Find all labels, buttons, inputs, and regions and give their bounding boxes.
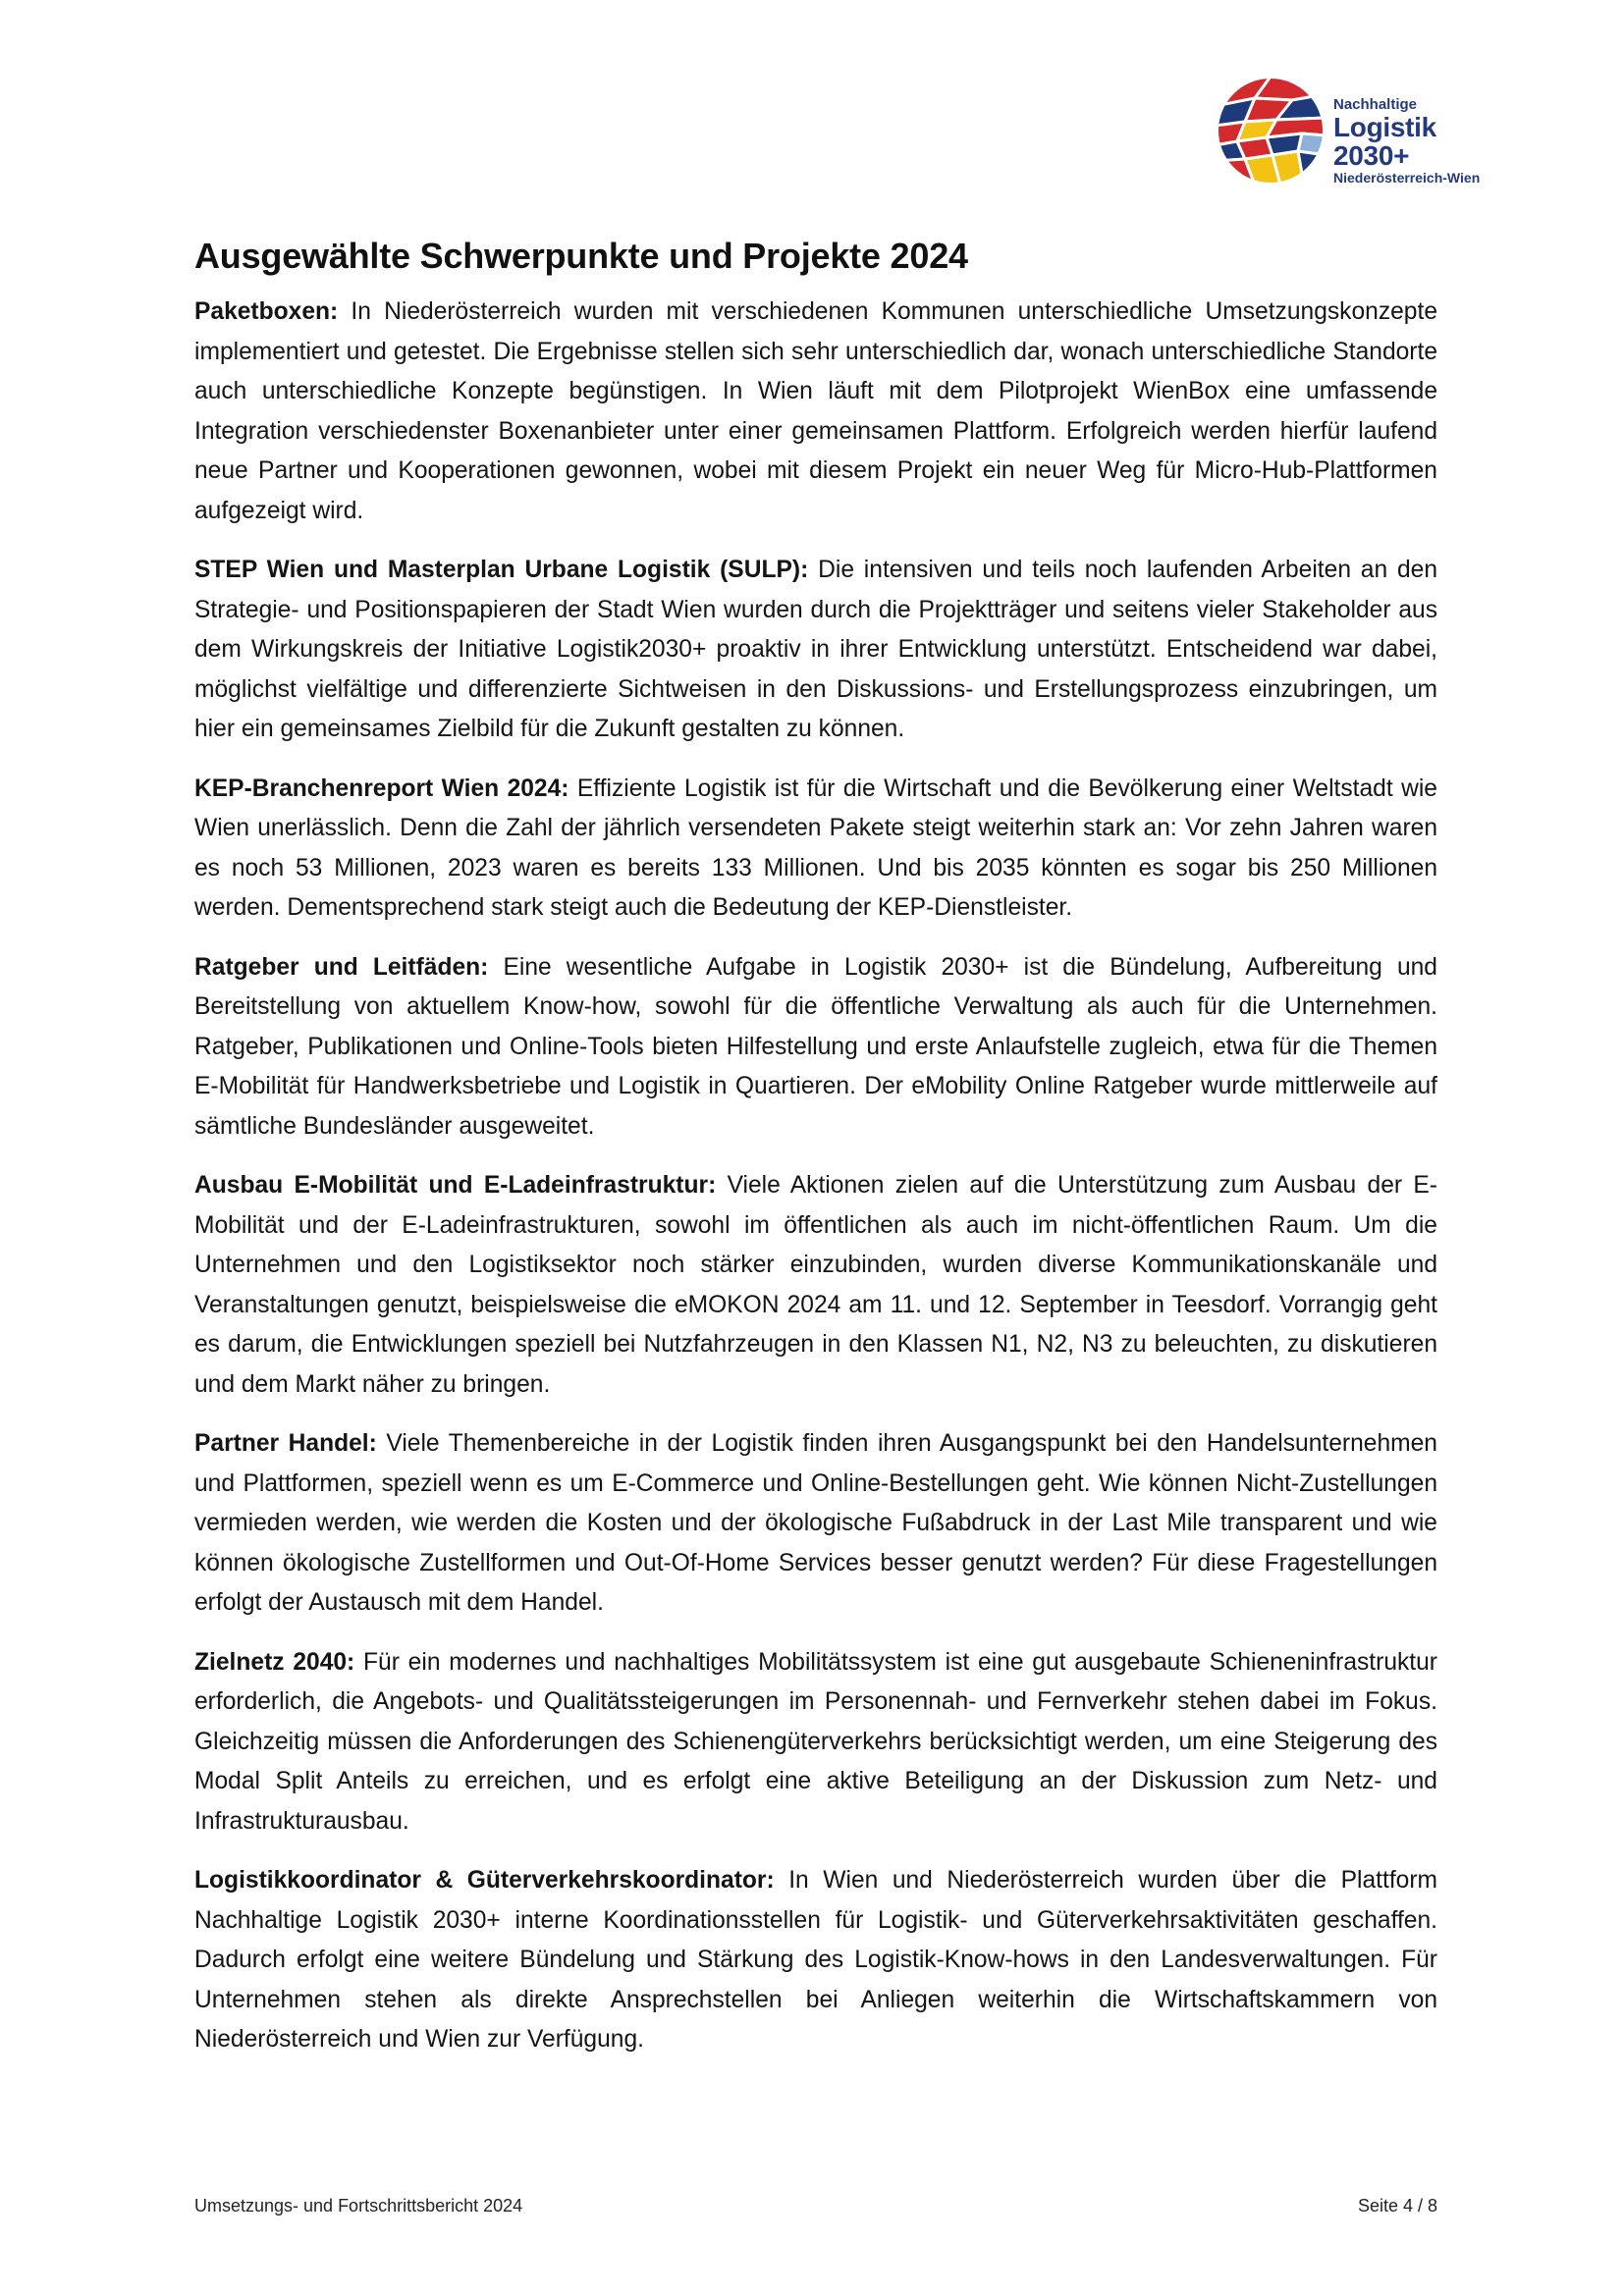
paragraph-heading: KEP-Branchenreport Wien 2024: <box>194 774 569 802</box>
paragraph-text: In Niederösterreich wurden mit verschiedenen Kommunen unterschiedliche Umsetzungskonzepte implementiert und getestet. Die Ergebnisse stellen sich sehr unterschiedlich dar, wonach unterschiedliche Standorte auch unterschiedliche Konzepte begünstigen. In Wien läuft mit dem Pilotprojekt WienBox eine umfassende Integration verschiedenster Boxenanbieter unter einer gemeinsamen Plattform. Erfolgreich werden hierfür laufend neue Partner und Kooperationen gewonnen, wobei mit diesem Projekt ein neuer Weg für Micro-Hub-Plattformen aufgezeigt wird. <box>194 298 1437 524</box>
paragraph-zielnetz <box>194 1643 1437 1842</box>
paragraph-text: Effiziente Logistik ist für die Wirtschaft und die Bevölkerung einer Weltstadt wie Wien unerlässlich. Denn die Zahl der jährlich versendeten Pakete steigt weiterhin stark an: Vor zehn Jahren waren es noch 53 Millionen, 2023 waren es bereits 133 Millionen. Und bis 2035 könnten es sogar bis 250 Millionen werden. Dementsprechend stark steigt auch die Bedeutung der KEP-Dienstleister. <box>194 774 1437 921</box>
paragraph-heading: Ratgeber und Leitfäden: <box>194 953 489 981</box>
logo-line-3: Niederösterreich-Wien <box>1333 169 1481 186</box>
paragraph-heading: Partner Handel: <box>194 1430 377 1457</box>
paragraph-text: Für ein modernes und nachhaltiges Mobilitätssystem ist eine gut ausgebaute Schieneninfrastruktur erforderlich, die Angebots- und Qualitätssteigerungen im Personennah- und Fernverkehr stehen dabei im Fokus. Gleichzeitig müssen die Anforderungen des Schienengüterverkehrs berücksichtigt werden, um eine Steigerung des Modal Split Anteils zu erreichen, und es erfolgt eine aktive Beteiligung an der Diskussion zum Netz- und Infrastrukturausbau. <box>194 1648 1437 1835</box>
paragraph-heading: Paketboxen: <box>194 298 339 325</box>
paragraph-partner-handel <box>194 1424 1437 1624</box>
paragraph-heading: Zielnetz 2040: <box>194 1648 355 1676</box>
logo-mosaic-icon <box>1216 77 1326 185</box>
paragraph-kep-branchenreport <box>194 770 1437 929</box>
logo-text <box>1333 97 1510 185</box>
logo <box>1216 77 1510 185</box>
logo-line-2: Logistik 2030+ <box>1333 111 1436 172</box>
paragraph-text: In Wien und Niederösterreich wurden über die Plattform Nachhaltige Logistik 2030+ interne Koordinationsstellen für Logistik- und Güterverkehrsaktivitäten geschaffen. Dadurch erfolgt eine weitere Bündelung und Stärkung des Logistik-Know-hows in den Landesverwaltungen. Für Unternehmen stehen als direkte Ansprechstellen bei Anliegen weiterhin die Wirtschaftskammern von Niederösterreich und Wien zur Verfügung. <box>194 1867 1438 2053</box>
paragraph-logistikkoordinator <box>194 1861 1437 2060</box>
paragraph-heading: Ausbau E-Mobilität und E-Ladeinfrastruktur: <box>194 1172 717 1199</box>
paragraph-step-wien <box>194 551 1437 750</box>
page-title: Ausgewählte Schwerpunkte und Projekte 2024 <box>194 236 968 276</box>
footer-page-number: Seite 4 / 8 <box>1357 2196 1437 2216</box>
paragraph-text: Die intensiven und teils noch laufenden Arbeiten an den Strategie- und Positionspapieren der Stadt Wien wurden durch die Projektträger und seitens vieler Stakeholder aus dem Wirkungskreis der Initiative Logistik2030+ proaktiv in ihrer Entwicklung unterstützt. Entscheidend war dabei, möglichst vielfältige und differenzierte Sichtweisen in den Diskussions- und Erstellungsprozess einzubringen, um hier ein gemeinsames Zielbild für die Zukunft gestalten zu können. <box>194 557 1438 742</box>
paragraph-text: Viele Themenbereiche in der Logistik finden ihren Ausgangspunkt bei den Handelsunternehmen und Plattformen, speziell wenn es um E-Commerce und Online-Bestellungen geht. Wie können Nicht-Zustellungen vermieden werden, wie werden die Kosten und der ökologische Fußabdruck in der Last Mile transparent und wie können ökologische Zustellformen und Out-Of-Home Services besser genutzt werden? Für diese Fragestellungen erfolgt der Austausch mit dem Handel. <box>194 1430 1437 1616</box>
paragraph-ratgeber <box>194 948 1437 1148</box>
logo-line-1: Nachhaltige <box>1333 96 1418 113</box>
paragraph-text: Eine wesentliche Aufgabe in Logistik 2030+ ist die Bündelung, Aufbereitung und Bereitstellung von aktuellem Know-how, sowohl für die öffentliche Verwaltung als auch für die Unternehmen. Ratgeber, Publikationen und Online-Tools bieten Hilfestellung und erste Anlaufstelle zugleich, etwa für die Themen E-Mobilität für Handwerksbetriebe und Logistik in Quartieren. Der eMobility Online Ratgeber wurde mittlerweile auf sämtliche Bundesländer ausgeweitet. <box>194 953 1437 1140</box>
paragraph-heading: Logistikkoordinator & Güterverkehrskoordinator: <box>194 1867 775 1894</box>
paragraph-paketboxen <box>194 293 1437 531</box>
footer-report-title: Umsetzungs- und Fortschrittsbericht 2024 <box>194 2196 523 2216</box>
paragraph-text: Viele Aktionen zielen auf die Unterstützung zum Ausbau der E-Mobilität und der E-Ladeinfrastrukturen, sowohl im öffentlichen als auch im nicht-öffentlichen Raum. Um die Unternehmen und den Logistiksektor noch stärker einzubinden, wurden diverse Kommunikationskanäle und Veranstaltungen genutzt, beispielsweise die eMOKON 2024 am 11. und 12. September in Teesdorf. Vorrangig geht es darum, die Entwicklungen speziell bei Nutzfahrzeugen in den Klassen N1, N2, N3 zu beleuchten, zu diskutieren und dem Markt näher zu bringen. <box>194 1172 1437 1398</box>
paragraph-heading: STEP Wien und Masterplan Urbane Logistik (SULP): <box>194 557 809 583</box>
content <box>194 293 1437 2080</box>
paragraph-e-mobilitaet <box>194 1166 1437 1405</box>
